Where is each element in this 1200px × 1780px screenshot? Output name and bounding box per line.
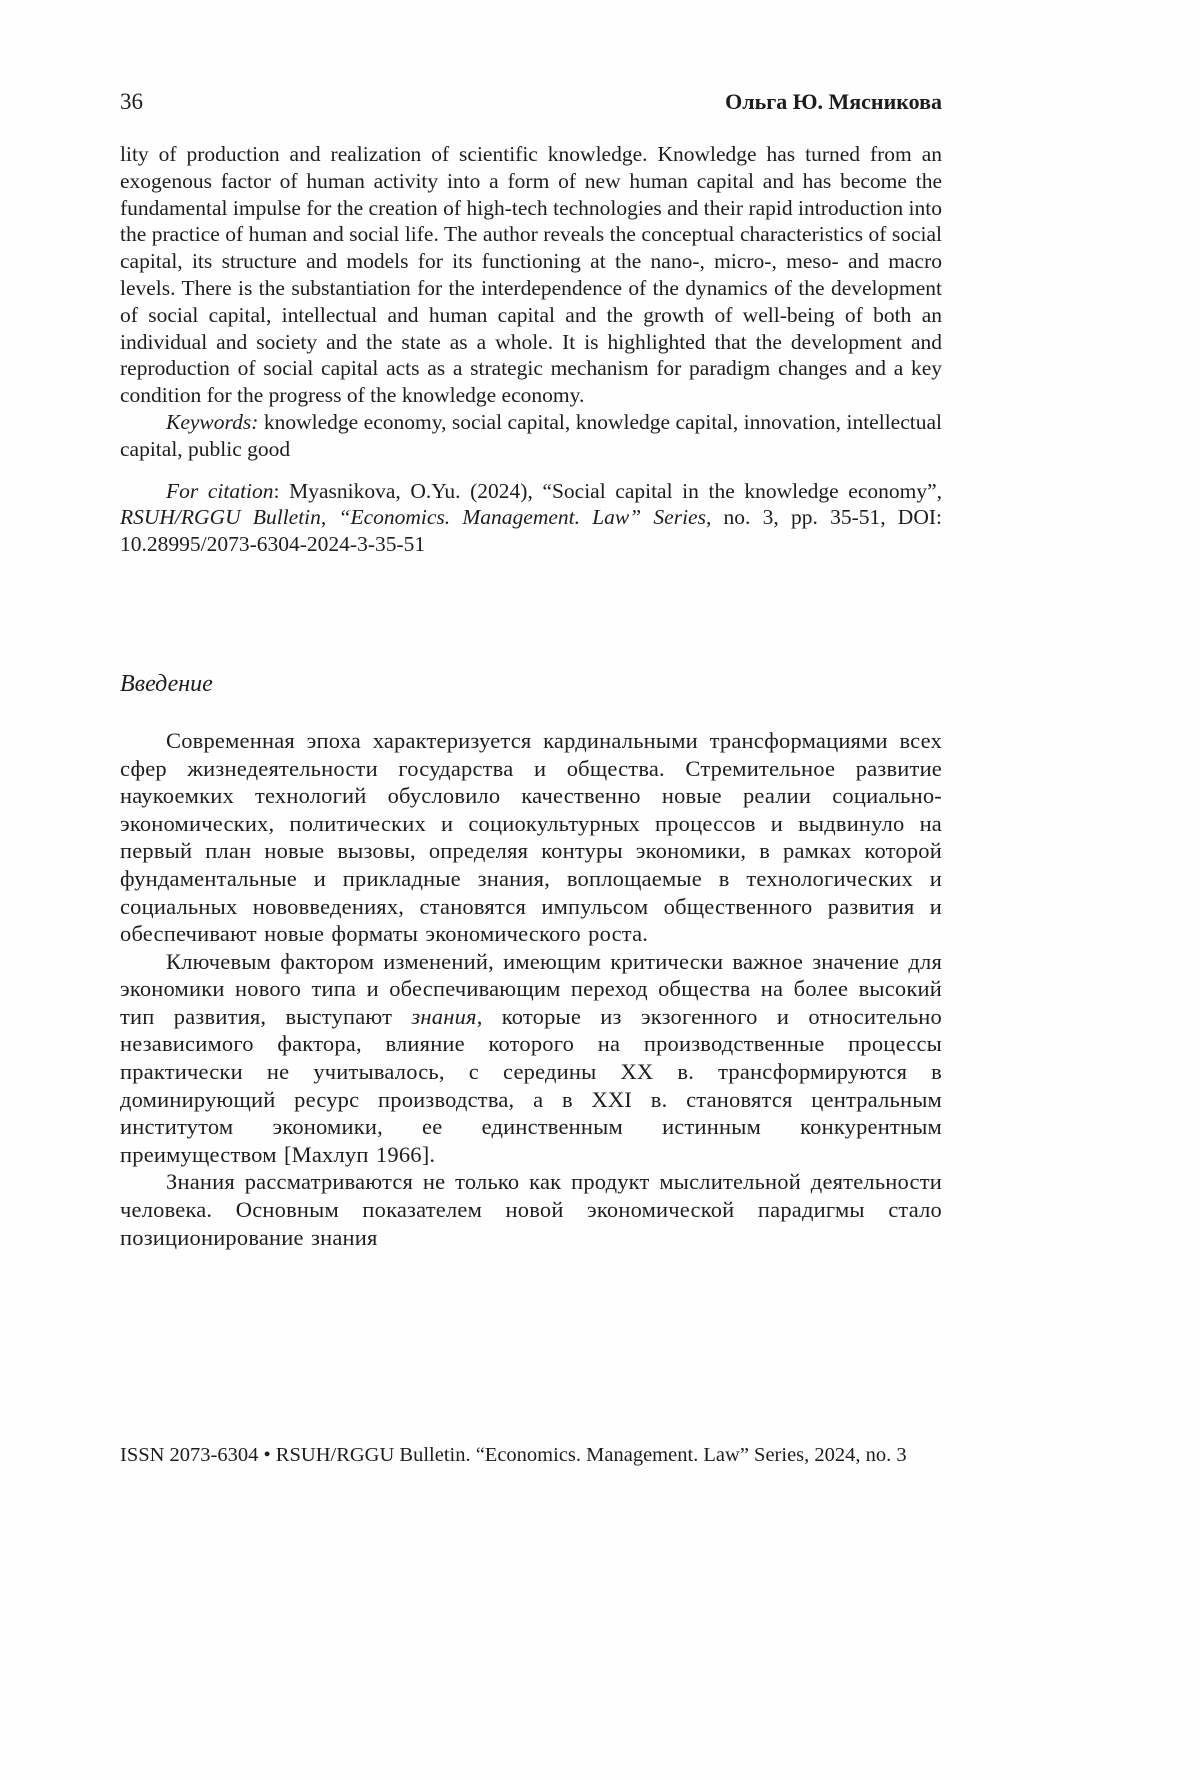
citation-label: For citation xyxy=(166,478,274,503)
page-content xyxy=(120,88,942,1251)
paragraph-2-segment-before: Ключевым фактором изменений, имеющим критически важное значение для экономики нового типа и обеспечивающим переход общества на более высокий тип развития, выступают xyxy=(120,948,942,1029)
citation-paragraph xyxy=(120,478,942,558)
keywords-paragraph xyxy=(120,409,942,463)
keywords-text: knowledge economy, social capital, knowledge capital, innovation, intellectual capital, public good xyxy=(120,409,942,461)
citation-journal: RSUH/RGGU Bulletin, “Economics. Management. Law” Series xyxy=(120,505,706,530)
page-number: 36 xyxy=(120,89,143,114)
section-heading-introduction: Введение xyxy=(120,670,213,697)
keywords-label: Keywords: xyxy=(166,409,259,434)
abstract-text: lity of production and realization of scientific knowledge. Knowledge has turned from an exogenous factor of human activity into a form of new human capital and has become the fundamental impulse for the creation of high-tech technologies and their rapid introduction into the practice of human and social life. The author reveals the conceptual characteristics of social capital, its structure and models for its functioning at the nano-, micro-, meso- and macro levels. There is the substantiation for the interdependence of the dynamics of the development of social capital, intellectual and human capital and the growth of well-being of both an individual and society and the state as a whole. It is highlighted that the development and reproduction of social capital acts as a strategic mechanism for paradigm changes and a key condition for the progress of the knowledge economy. xyxy=(120,142,942,408)
citation-segment-2: , no. 3, pp. 35-51, DOI: 10.28995/2073-6304-2024-3-35-51 xyxy=(120,505,942,557)
body-paragraph-2 xyxy=(120,948,942,1169)
citation-segment-1: : Myasnikova, O.Yu. (2024), “Social capital in the knowledge economy”, xyxy=(273,478,942,503)
body-paragraph-1: Современная эпоха характеризуется кардинальными трансформациями всех сфер жизнедеятельности государства и общества. Стремительное развитие наукоемких технологий обусловило качественно новые реалии социально-экономических, политических и социокультурных процессов и выдвинуло на первый план новые вызовы, определяя контуры экономики, в рамках которой фундаментальные и прикладные знания, воплощаемые в технологических и социальных нововведениях, становятся импульсом общественного развития и обеспечивают новые форматы экономического роста. xyxy=(120,727,942,947)
paragraph-2-segment-after: , которые из экзогенного и относительно независимого фактора, влияние которого на производственные процессы практически не учитывалось, с середины XX в. трансформируются в доминирующий ресурс производства, а в XXI в. становятся центральным институтом экономики, ее единственным истинным конкурентным преимуществом [Махлуп 1966]. xyxy=(120,1003,942,1167)
running-header xyxy=(120,88,942,115)
running-head-author: Ольга Ю. Мясникова xyxy=(725,89,942,114)
footer-journal-line: ISSN 2073-6304 • RSUH/RGGU Bulletin. “Economics. Management. Law” Series, 2024, no. 3 xyxy=(120,1444,907,1466)
body-paragraph-3: Знания рассматриваются не только как продукт мыслительной деятельности человека. Основным показателем новой экономической парадигмы стало позиционирование знания xyxy=(120,1169,942,1250)
paragraph-2-term-znaniya: знания xyxy=(411,1003,477,1029)
